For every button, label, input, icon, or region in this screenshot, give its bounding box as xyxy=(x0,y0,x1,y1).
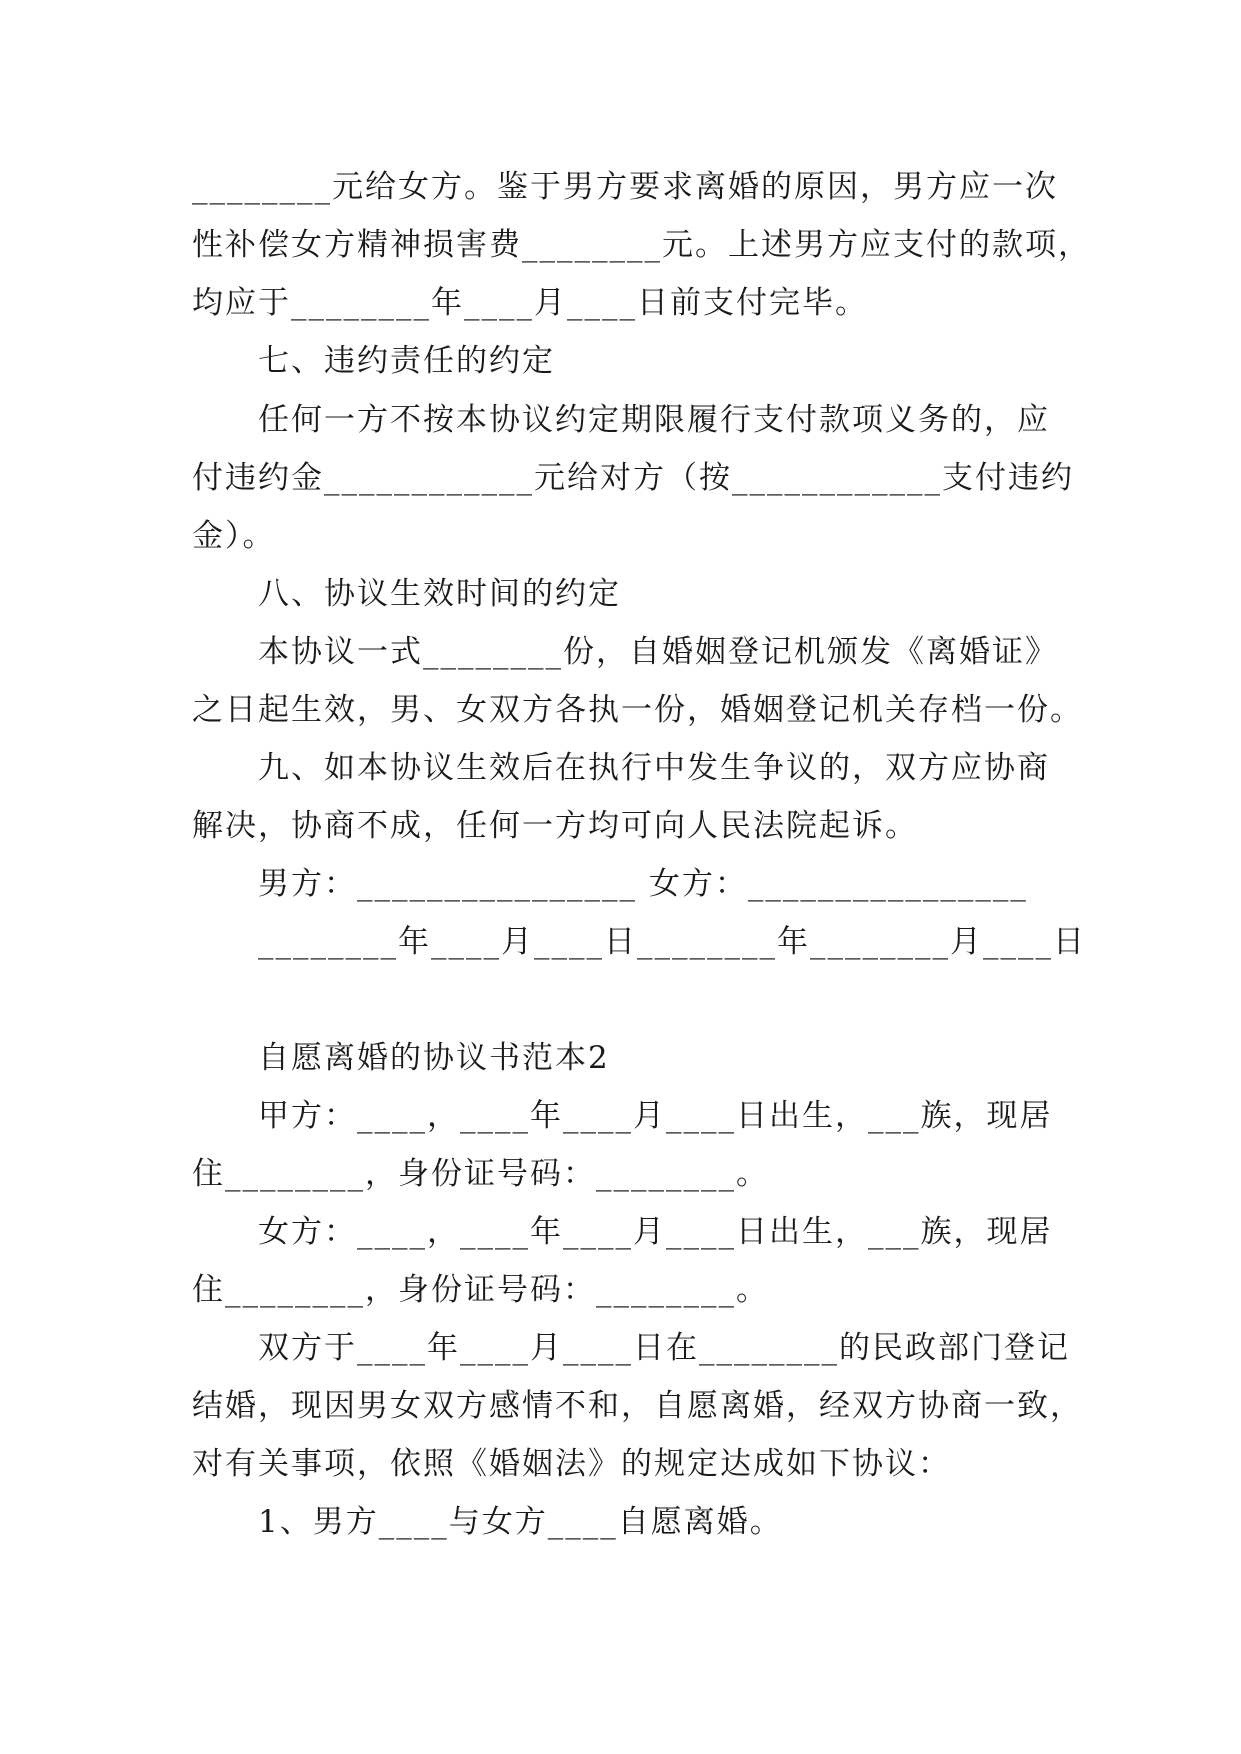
paragraph-line: 付违约金____________元给对方（按____________支付违约 xyxy=(192,460,1074,496)
paragraph-line: 结婚，现因男女双方感情不和，自愿离婚，经双方协商一致， xyxy=(192,1388,1083,1424)
party-a-line: 甲方：____，____年____月____日出生，___族，现居 xyxy=(258,1098,1053,1134)
paragraph-line: 性补偿女方精神损害费________元。上述男方应支付的款项， xyxy=(192,227,1091,263)
section-heading: 八、协议生效时间的约定 xyxy=(258,576,621,612)
party-b-line: 女方：____，____年____月____日出生，___族，现居 xyxy=(258,1214,1053,1250)
party-b-line: 住________，身份证号码：________。 xyxy=(192,1272,769,1308)
paragraph-line: 本协议一式________份，自婚姻登记机颁发《离婚证》 xyxy=(258,634,1058,670)
document-title: 自愿离婚的协议书范本2 xyxy=(258,1040,610,1076)
party-a-line: 住________，身份证号码：________。 xyxy=(192,1156,769,1192)
paragraph-line: 金）。 xyxy=(192,518,276,554)
clause-line: 1、男方____与女方____自愿离婚。 xyxy=(258,1504,783,1540)
date-line: ________年____月____日________年________月____日 xyxy=(258,924,1086,960)
paragraph-line: 解决，协商不成，任何一方均可向人民法院起诉。 xyxy=(192,808,918,844)
paragraph-line: 双方于____年____月____日在________的民政部门登记 xyxy=(258,1330,1070,1366)
paragraph-line: 之日起生效，男、女双方各执一份，婚姻登记机关存档一份。 xyxy=(192,692,1083,728)
paragraph-line: 均应于________年____月____日前支付完毕。 xyxy=(192,285,868,321)
paragraph-line: ________元给女方。鉴于男方要求离婚的原因，男方应一次 xyxy=(192,169,1058,205)
section-heading: 七、违约责任的约定 xyxy=(258,343,555,379)
signature-line: 男方：________________ 女方：________________ xyxy=(258,866,1028,902)
paragraph-line: 任何一方不按本协议约定期限履行支付款项义务的，应 xyxy=(258,402,1050,438)
paragraph-line: 九、如本协议生效后在执行中发生争议的，双方应协商 xyxy=(258,750,1050,786)
paragraph-line: 对有关事项，依照《婚姻法》的规定达成如下协议： xyxy=(192,1446,951,1482)
